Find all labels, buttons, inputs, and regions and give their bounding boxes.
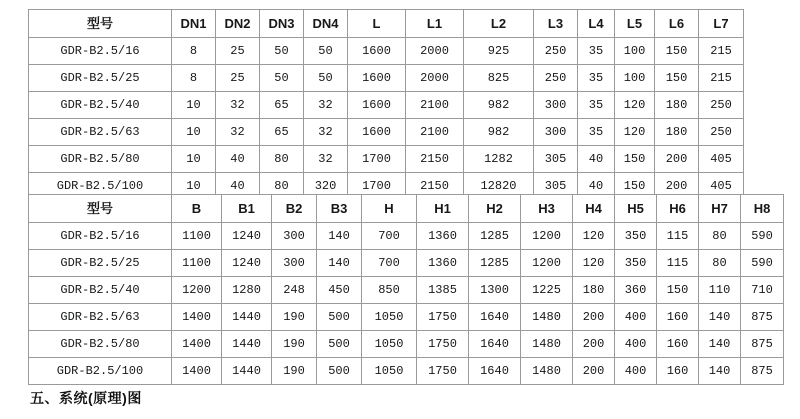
model-cell: GDR-B2.5/63 — [29, 119, 172, 146]
column-header: L2 — [464, 10, 534, 38]
value-cell: 115 — [657, 223, 699, 250]
model-cell: GDR-B2.5/25 — [29, 65, 172, 92]
value-cell: 1400 — [172, 304, 222, 331]
value-cell: 700 — [362, 250, 417, 277]
model-cell: GDR-B2.5/40 — [29, 92, 172, 119]
value-cell: 32 — [304, 146, 348, 173]
value-cell: 140 — [699, 304, 741, 331]
value-cell: 500 — [317, 358, 362, 385]
value-cell: 250 — [699, 119, 744, 146]
value-cell: 1750 — [417, 358, 469, 385]
value-cell: 150 — [655, 38, 699, 65]
value-cell: 100 — [615, 38, 655, 65]
value-cell: 300 — [534, 92, 578, 119]
value-cell: 875 — [741, 304, 784, 331]
column-header: H5 — [615, 195, 657, 223]
value-cell: 1050 — [362, 304, 417, 331]
value-cell: 1360 — [417, 223, 469, 250]
value-cell: 405 — [699, 146, 744, 173]
table-row — [29, 277, 784, 304]
value-cell: 1240 — [222, 223, 272, 250]
value-cell: 35 — [578, 38, 615, 65]
value-cell: 1285 — [469, 250, 521, 277]
value-cell: 300 — [272, 223, 317, 250]
value-cell: 400 — [615, 331, 657, 358]
value-cell: 1360 — [417, 250, 469, 277]
value-cell: 1640 — [469, 358, 521, 385]
value-cell: 12820 — [464, 173, 534, 200]
value-cell: 875 — [741, 358, 784, 385]
table-header-row — [29, 10, 744, 38]
value-cell: 40 — [216, 173, 260, 200]
value-cell: 8 — [172, 65, 216, 92]
value-cell: 160 — [657, 358, 699, 385]
value-cell: 1600 — [348, 38, 406, 65]
value-cell: 10 — [172, 92, 216, 119]
model-cell: GDR-B2.5/25 — [29, 250, 172, 277]
value-cell: 120 — [573, 250, 615, 277]
value-cell: 1400 — [172, 358, 222, 385]
value-cell: 140 — [317, 223, 362, 250]
value-cell: 1480 — [521, 304, 573, 331]
value-cell: 320 — [304, 173, 348, 200]
value-cell: 1385 — [417, 277, 469, 304]
value-cell: 1440 — [222, 331, 272, 358]
table-row — [29, 250, 784, 277]
value-cell: 100 — [615, 65, 655, 92]
column-header: L6 — [655, 10, 699, 38]
column-header: B1 — [222, 195, 272, 223]
column-header: DN3 — [260, 10, 304, 38]
value-cell: 160 — [657, 331, 699, 358]
value-cell: 150 — [615, 173, 655, 200]
column-header: DN1 — [172, 10, 216, 38]
value-cell: 215 — [699, 38, 744, 65]
value-cell: 25 — [216, 65, 260, 92]
table-row — [29, 146, 744, 173]
column-header: B3 — [317, 195, 362, 223]
value-cell: 140 — [699, 331, 741, 358]
value-cell: 305 — [534, 146, 578, 173]
value-cell: 1750 — [417, 331, 469, 358]
value-cell: 80 — [699, 250, 741, 277]
value-cell: 2150 — [406, 146, 464, 173]
dimensions-table-upper — [28, 9, 744, 200]
value-cell: 300 — [534, 119, 578, 146]
dimensions-table-lower — [28, 194, 784, 385]
value-cell: 982 — [464, 119, 534, 146]
column-header: DN4 — [304, 10, 348, 38]
value-cell: 2000 — [406, 65, 464, 92]
value-cell: 590 — [741, 223, 784, 250]
model-cell: GDR-B2.5/63 — [29, 304, 172, 331]
value-cell: 40 — [578, 146, 615, 173]
table-row — [29, 358, 784, 385]
model-cell: GDR-B2.5/80 — [29, 331, 172, 358]
value-cell: 450 — [317, 277, 362, 304]
value-cell: 850 — [362, 277, 417, 304]
table-row — [29, 92, 744, 119]
value-cell: 40 — [216, 146, 260, 173]
value-cell: 25 — [216, 38, 260, 65]
value-cell: 1480 — [521, 331, 573, 358]
value-cell: 110 — [699, 277, 741, 304]
value-cell: 1050 — [362, 331, 417, 358]
table-row — [29, 119, 744, 146]
value-cell: 250 — [699, 92, 744, 119]
table-row — [29, 65, 744, 92]
value-cell: 1600 — [348, 65, 406, 92]
value-cell: 180 — [655, 119, 699, 146]
value-cell: 405 — [699, 173, 744, 200]
value-cell: 35 — [578, 92, 615, 119]
value-cell: 400 — [615, 304, 657, 331]
value-cell: 400 — [615, 358, 657, 385]
column-header: H8 — [741, 195, 784, 223]
value-cell: 215 — [699, 65, 744, 92]
value-cell: 8 — [172, 38, 216, 65]
value-cell: 1300 — [469, 277, 521, 304]
value-cell: 700 — [362, 223, 417, 250]
model-cell: GDR-B2.5/16 — [29, 223, 172, 250]
value-cell: 1600 — [348, 92, 406, 119]
value-cell: 1640 — [469, 304, 521, 331]
value-cell: 200 — [655, 173, 699, 200]
value-cell: 65 — [260, 119, 304, 146]
model-cell: GDR-B2.5/40 — [29, 277, 172, 304]
value-cell: 1640 — [469, 331, 521, 358]
model-cell: GDR-B2.5/100 — [29, 358, 172, 385]
value-cell: 32 — [304, 92, 348, 119]
value-cell: 32 — [216, 119, 260, 146]
value-cell: 1280 — [222, 277, 272, 304]
value-cell: 35 — [578, 119, 615, 146]
value-cell: 1050 — [362, 358, 417, 385]
model-cell: GDR-B2.5/16 — [29, 38, 172, 65]
value-cell: 50 — [304, 38, 348, 65]
value-cell: 190 — [272, 304, 317, 331]
column-header: L4 — [578, 10, 615, 38]
value-cell: 305 — [534, 173, 578, 200]
value-cell: 35 — [578, 65, 615, 92]
value-cell: 500 — [317, 331, 362, 358]
column-header: H — [362, 195, 417, 223]
value-cell: 150 — [655, 65, 699, 92]
value-cell: 875 — [741, 331, 784, 358]
value-cell: 1100 — [172, 250, 222, 277]
value-cell: 1100 — [172, 223, 222, 250]
value-cell: 150 — [657, 277, 699, 304]
section-heading: 五、系统(原理)图 — [30, 390, 142, 406]
column-header: H1 — [417, 195, 469, 223]
value-cell: 2150 — [406, 173, 464, 200]
value-cell: 190 — [272, 331, 317, 358]
column-header: 型号 — [29, 10, 172, 38]
table-row — [29, 38, 744, 65]
value-cell: 925 — [464, 38, 534, 65]
value-cell: 140 — [699, 358, 741, 385]
value-cell: 180 — [655, 92, 699, 119]
value-cell: 50 — [304, 65, 348, 92]
value-cell: 250 — [534, 38, 578, 65]
value-cell: 710 — [741, 277, 784, 304]
table-row — [29, 304, 784, 331]
table-header-row — [29, 195, 784, 223]
column-header: B — [172, 195, 222, 223]
value-cell: 1440 — [222, 358, 272, 385]
value-cell: 360 — [615, 277, 657, 304]
value-cell: 350 — [615, 223, 657, 250]
column-header: 型号 — [29, 195, 172, 223]
column-header: B2 — [272, 195, 317, 223]
value-cell: 300 — [272, 250, 317, 277]
value-cell: 50 — [260, 65, 304, 92]
value-cell: 50 — [260, 38, 304, 65]
value-cell: 120 — [615, 119, 655, 146]
value-cell: 80 — [260, 146, 304, 173]
column-header: L3 — [534, 10, 578, 38]
value-cell: 32 — [216, 92, 260, 119]
column-header: H7 — [699, 195, 741, 223]
column-header: L1 — [406, 10, 464, 38]
value-cell: 200 — [573, 358, 615, 385]
value-cell: 190 — [272, 358, 317, 385]
value-cell: 1225 — [521, 277, 573, 304]
value-cell: 120 — [615, 92, 655, 119]
value-cell: 1400 — [172, 331, 222, 358]
value-cell: 825 — [464, 65, 534, 92]
value-cell: 350 — [615, 250, 657, 277]
value-cell: 1200 — [521, 250, 573, 277]
value-cell: 590 — [741, 250, 784, 277]
value-cell: 250 — [534, 65, 578, 92]
value-cell: 80 — [260, 173, 304, 200]
column-header: H4 — [573, 195, 615, 223]
column-header: H2 — [469, 195, 521, 223]
column-header: H6 — [657, 195, 699, 223]
value-cell: 1700 — [348, 146, 406, 173]
value-cell: 115 — [657, 250, 699, 277]
value-cell: 200 — [573, 304, 615, 331]
value-cell: 1600 — [348, 119, 406, 146]
column-header: H3 — [521, 195, 573, 223]
value-cell: 1750 — [417, 304, 469, 331]
value-cell: 160 — [657, 304, 699, 331]
value-cell: 248 — [272, 277, 317, 304]
value-cell: 1700 — [348, 173, 406, 200]
value-cell: 65 — [260, 92, 304, 119]
value-cell: 10 — [172, 146, 216, 173]
value-cell: 1285 — [469, 223, 521, 250]
column-header: L7 — [699, 10, 744, 38]
value-cell: 140 — [317, 250, 362, 277]
value-cell: 2100 — [406, 92, 464, 119]
value-cell: 982 — [464, 92, 534, 119]
value-cell: 200 — [573, 331, 615, 358]
value-cell: 1440 — [222, 304, 272, 331]
value-cell: 40 — [578, 173, 615, 200]
column-header: L — [348, 10, 406, 38]
value-cell: 2100 — [406, 119, 464, 146]
value-cell: 1200 — [172, 277, 222, 304]
model-cell: GDR-B2.5/100 — [29, 173, 172, 200]
value-cell: 10 — [172, 173, 216, 200]
table-row — [29, 331, 784, 358]
value-cell: 1240 — [222, 250, 272, 277]
value-cell: 1480 — [521, 358, 573, 385]
column-header: DN2 — [216, 10, 260, 38]
table-row — [29, 223, 784, 250]
value-cell: 200 — [655, 146, 699, 173]
model-cell: GDR-B2.5/80 — [29, 146, 172, 173]
column-header: L5 — [615, 10, 655, 38]
value-cell: 120 — [573, 223, 615, 250]
value-cell: 500 — [317, 304, 362, 331]
value-cell: 1200 — [521, 223, 573, 250]
value-cell: 10 — [172, 119, 216, 146]
value-cell: 1282 — [464, 146, 534, 173]
value-cell: 180 — [573, 277, 615, 304]
value-cell: 80 — [699, 223, 741, 250]
value-cell: 2000 — [406, 38, 464, 65]
value-cell: 150 — [615, 146, 655, 173]
value-cell: 32 — [304, 119, 348, 146]
